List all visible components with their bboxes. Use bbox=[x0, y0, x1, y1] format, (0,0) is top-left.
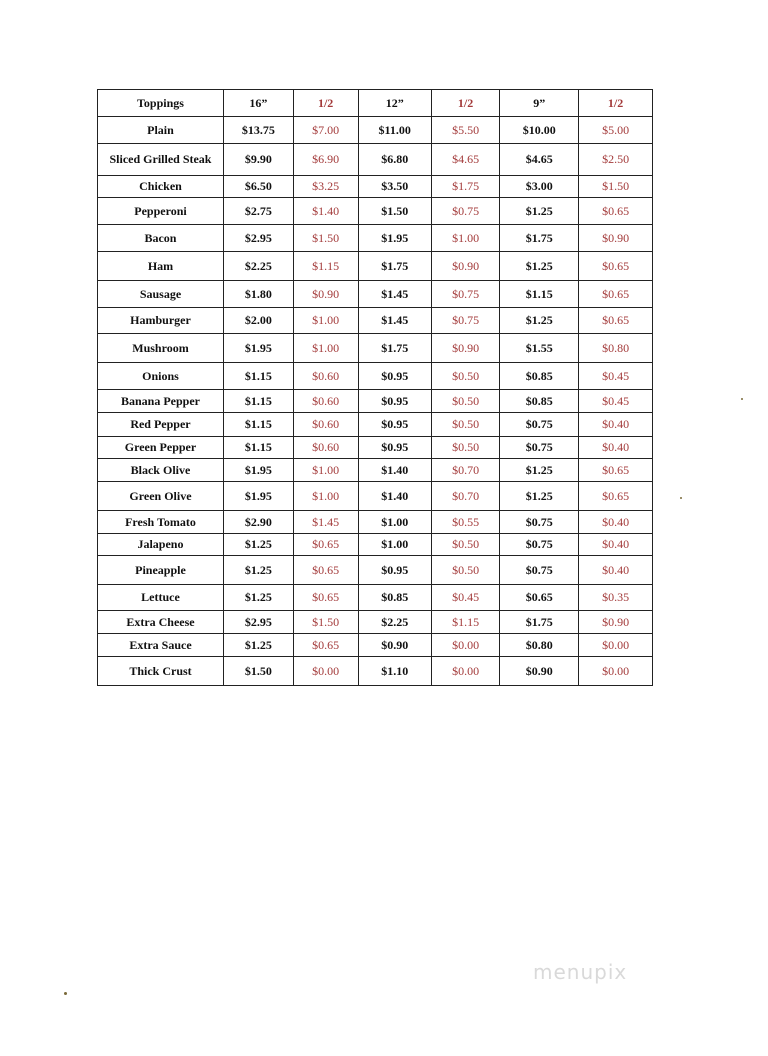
price-cell: $1.40 bbox=[358, 459, 431, 482]
price-cell: $6.80 bbox=[358, 144, 431, 176]
table-row bbox=[98, 363, 653, 390]
price-cell: $0.95 bbox=[358, 363, 431, 390]
half-price-cell: $0.50 bbox=[431, 413, 499, 437]
price-cell: $0.90 bbox=[500, 657, 579, 686]
half-price-cell: $0.75 bbox=[431, 198, 499, 225]
half-price-cell: $1.50 bbox=[579, 176, 653, 198]
half-price-cell: $0.35 bbox=[579, 585, 653, 611]
price-cell: $1.45 bbox=[358, 308, 431, 334]
half-price-cell: $0.70 bbox=[431, 459, 499, 482]
price-cell: $10.00 bbox=[500, 117, 579, 144]
half-price-cell: $0.45 bbox=[431, 585, 499, 611]
table-row bbox=[98, 117, 653, 144]
price-cell: $2.00 bbox=[223, 308, 293, 334]
table-row bbox=[98, 634, 653, 657]
price-cell: $13.75 bbox=[223, 117, 293, 144]
menupix-watermark: menupix bbox=[533, 960, 628, 984]
topping-name: Plain bbox=[98, 117, 224, 144]
half-price-cell: $1.00 bbox=[293, 308, 358, 334]
topping-name: Lettuce bbox=[98, 585, 224, 611]
price-cell: $0.75 bbox=[500, 437, 579, 459]
half-price-cell: $0.65 bbox=[579, 252, 653, 281]
table-row bbox=[98, 281, 653, 308]
price-cell: $0.80 bbox=[500, 634, 579, 657]
price-cell: $1.10 bbox=[358, 657, 431, 686]
half-price-cell: $0.90 bbox=[579, 225, 653, 252]
price-cell: $1.25 bbox=[223, 585, 293, 611]
half-price-cell: $0.75 bbox=[431, 308, 499, 334]
half-price-cell: $1.00 bbox=[293, 482, 358, 511]
scan-speck bbox=[680, 497, 682, 499]
table-row bbox=[98, 390, 653, 413]
price-cell: $2.90 bbox=[223, 511, 293, 534]
price-cell: $1.75 bbox=[358, 252, 431, 281]
price-cell: $0.95 bbox=[358, 556, 431, 585]
scan-speck bbox=[741, 398, 743, 400]
half-price-cell: $1.15 bbox=[293, 252, 358, 281]
half-price-cell: $1.75 bbox=[431, 176, 499, 198]
price-cell: $1.15 bbox=[223, 413, 293, 437]
price-cell: $3.00 bbox=[500, 176, 579, 198]
price-cell: $1.15 bbox=[223, 437, 293, 459]
toppings-price-table bbox=[97, 89, 653, 686]
half-price-cell: $0.55 bbox=[431, 511, 499, 534]
topping-name: Black Olive bbox=[98, 459, 224, 482]
topping-name: Extra Cheese bbox=[98, 611, 224, 634]
price-cell: $1.50 bbox=[358, 198, 431, 225]
half-price-cell: $0.60 bbox=[293, 413, 358, 437]
half-price-cell: $0.50 bbox=[431, 534, 499, 556]
topping-name: Sausage bbox=[98, 281, 224, 308]
price-cell: $1.25 bbox=[500, 198, 579, 225]
half-price-cell: $7.00 bbox=[293, 117, 358, 144]
header-16-inch: 16” bbox=[223, 90, 293, 117]
header-16-half: 1/2 bbox=[293, 90, 358, 117]
half-price-cell: $0.70 bbox=[431, 482, 499, 511]
table-row bbox=[98, 413, 653, 437]
half-price-cell: $0.90 bbox=[293, 281, 358, 308]
table-row bbox=[98, 459, 653, 482]
topping-name: Mushroom bbox=[98, 334, 224, 363]
half-price-cell: $1.50 bbox=[293, 611, 358, 634]
topping-name: Hamburger bbox=[98, 308, 224, 334]
header-9-half: 1/2 bbox=[579, 90, 653, 117]
price-cell: $2.75 bbox=[223, 198, 293, 225]
half-price-cell: $1.40 bbox=[293, 198, 358, 225]
price-cell: $1.25 bbox=[500, 459, 579, 482]
half-price-cell: $0.90 bbox=[431, 334, 499, 363]
price-cell: $1.15 bbox=[500, 281, 579, 308]
table-row bbox=[98, 437, 653, 459]
topping-name: Bacon bbox=[98, 225, 224, 252]
half-price-cell: $0.40 bbox=[579, 556, 653, 585]
table-row bbox=[98, 482, 653, 511]
half-price-cell: $0.40 bbox=[579, 413, 653, 437]
topping-name: Pineapple bbox=[98, 556, 224, 585]
price-cell: $1.75 bbox=[358, 334, 431, 363]
half-price-cell: $0.65 bbox=[579, 308, 653, 334]
price-cell: $0.75 bbox=[500, 556, 579, 585]
header-12-inch: 12” bbox=[358, 90, 431, 117]
half-price-cell: $0.65 bbox=[579, 198, 653, 225]
table-row bbox=[98, 308, 653, 334]
price-cell: $0.95 bbox=[358, 390, 431, 413]
half-price-cell: $1.15 bbox=[431, 611, 499, 634]
price-cell: $1.25 bbox=[500, 482, 579, 511]
half-price-cell: $0.50 bbox=[431, 556, 499, 585]
price-cell: $1.75 bbox=[500, 611, 579, 634]
topping-name: Pepperoni bbox=[98, 198, 224, 225]
half-price-cell: $0.65 bbox=[579, 459, 653, 482]
topping-name: Sliced Grilled Steak bbox=[98, 144, 224, 176]
half-price-cell: $0.00 bbox=[579, 634, 653, 657]
table-row bbox=[98, 556, 653, 585]
half-price-cell: $0.50 bbox=[431, 437, 499, 459]
price-cell: $3.50 bbox=[358, 176, 431, 198]
price-cell: $1.25 bbox=[223, 556, 293, 585]
price-cell: $9.90 bbox=[223, 144, 293, 176]
table-row bbox=[98, 511, 653, 534]
half-price-cell: $5.00 bbox=[579, 117, 653, 144]
table-row bbox=[98, 534, 653, 556]
topping-name: Green Olive bbox=[98, 482, 224, 511]
price-cell: $1.25 bbox=[223, 534, 293, 556]
half-price-cell: $1.50 bbox=[293, 225, 358, 252]
topping-name: Red Pepper bbox=[98, 413, 224, 437]
topping-name: Banana Pepper bbox=[98, 390, 224, 413]
price-cell: $0.85 bbox=[358, 585, 431, 611]
half-price-cell: $0.45 bbox=[579, 390, 653, 413]
half-price-cell: $0.00 bbox=[431, 657, 499, 686]
half-price-cell: $0.65 bbox=[579, 281, 653, 308]
price-cell: $1.25 bbox=[500, 252, 579, 281]
price-cell: $1.40 bbox=[358, 482, 431, 511]
price-cell: $6.50 bbox=[223, 176, 293, 198]
half-price-cell: $0.80 bbox=[579, 334, 653, 363]
half-price-cell: $0.50 bbox=[431, 390, 499, 413]
price-cell: $4.65 bbox=[500, 144, 579, 176]
price-cell: $1.15 bbox=[223, 390, 293, 413]
half-price-cell: $0.90 bbox=[579, 611, 653, 634]
price-cell: $1.45 bbox=[358, 281, 431, 308]
price-cell: $1.95 bbox=[223, 482, 293, 511]
half-price-cell: $0.40 bbox=[579, 511, 653, 534]
price-cell: $1.75 bbox=[500, 225, 579, 252]
half-price-cell: $2.50 bbox=[579, 144, 653, 176]
half-price-cell: $0.65 bbox=[293, 534, 358, 556]
half-price-cell: $0.90 bbox=[431, 252, 499, 281]
half-price-cell: $0.75 bbox=[431, 281, 499, 308]
price-cell: $1.15 bbox=[223, 363, 293, 390]
price-cell: $0.95 bbox=[358, 413, 431, 437]
price-cell: $1.80 bbox=[223, 281, 293, 308]
price-cell: $11.00 bbox=[358, 117, 431, 144]
price-cell: $1.00 bbox=[358, 534, 431, 556]
half-price-cell: $0.50 bbox=[431, 363, 499, 390]
price-cell: $1.25 bbox=[500, 308, 579, 334]
price-cell: $2.25 bbox=[223, 252, 293, 281]
price-cell: $1.95 bbox=[223, 334, 293, 363]
half-price-cell: $0.40 bbox=[579, 534, 653, 556]
table-row bbox=[98, 198, 653, 225]
half-price-cell: $1.45 bbox=[293, 511, 358, 534]
half-price-cell: $1.00 bbox=[293, 334, 358, 363]
half-price-cell: $5.50 bbox=[431, 117, 499, 144]
topping-name: Green Pepper bbox=[98, 437, 224, 459]
scan-speck bbox=[64, 992, 67, 995]
half-price-cell: $0.65 bbox=[579, 482, 653, 511]
half-price-cell: $3.25 bbox=[293, 176, 358, 198]
half-price-cell: $0.00 bbox=[431, 634, 499, 657]
topping-name: Onions bbox=[98, 363, 224, 390]
price-cell: $1.50 bbox=[223, 657, 293, 686]
half-price-cell: $0.65 bbox=[293, 634, 358, 657]
topping-name: Chicken bbox=[98, 176, 224, 198]
price-cell: $2.95 bbox=[223, 225, 293, 252]
price-cell: $0.75 bbox=[500, 511, 579, 534]
topping-name: Extra Sauce bbox=[98, 634, 224, 657]
half-price-cell: $0.40 bbox=[579, 437, 653, 459]
topping-name: Thick Crust bbox=[98, 657, 224, 686]
half-price-cell: $0.60 bbox=[293, 363, 358, 390]
half-price-cell: $4.65 bbox=[431, 144, 499, 176]
price-cell: $0.75 bbox=[500, 413, 579, 437]
topping-name: Fresh Tomato bbox=[98, 511, 224, 534]
half-price-cell: $6.90 bbox=[293, 144, 358, 176]
table-row bbox=[98, 334, 653, 363]
half-price-cell: $0.65 bbox=[293, 585, 358, 611]
topping-name: Ham bbox=[98, 252, 224, 281]
header-9-inch: 9” bbox=[500, 90, 579, 117]
half-price-cell: $1.00 bbox=[431, 225, 499, 252]
price-cell: $1.25 bbox=[223, 634, 293, 657]
price-cell: $0.65 bbox=[500, 585, 579, 611]
header-12-half: 1/2 bbox=[431, 90, 499, 117]
topping-name: Jalapeno bbox=[98, 534, 224, 556]
half-price-cell: $0.45 bbox=[579, 363, 653, 390]
table-row bbox=[98, 176, 653, 198]
price-cell: $0.90 bbox=[358, 634, 431, 657]
price-cell: $0.95 bbox=[358, 437, 431, 459]
table-header-row bbox=[98, 90, 653, 117]
price-cell: $2.95 bbox=[223, 611, 293, 634]
price-cell: $0.75 bbox=[500, 534, 579, 556]
price-cell: $0.85 bbox=[500, 363, 579, 390]
price-cell: $2.25 bbox=[358, 611, 431, 634]
price-cell: $0.85 bbox=[500, 390, 579, 413]
price-cell: $1.55 bbox=[500, 334, 579, 363]
price-cell: $1.00 bbox=[358, 511, 431, 534]
table-row bbox=[98, 144, 653, 176]
price-cell: $1.95 bbox=[223, 459, 293, 482]
half-price-cell: $0.00 bbox=[293, 657, 358, 686]
price-cell: $1.95 bbox=[358, 225, 431, 252]
half-price-cell: $0.60 bbox=[293, 437, 358, 459]
half-price-cell: $0.65 bbox=[293, 556, 358, 585]
half-price-cell: $0.60 bbox=[293, 390, 358, 413]
table-row bbox=[98, 252, 653, 281]
half-price-cell: $1.00 bbox=[293, 459, 358, 482]
table-row bbox=[98, 225, 653, 252]
table-row bbox=[98, 585, 653, 611]
table-row bbox=[98, 611, 653, 634]
half-price-cell: $0.00 bbox=[579, 657, 653, 686]
header-toppings: Toppings bbox=[98, 90, 224, 117]
table-row bbox=[98, 657, 653, 686]
